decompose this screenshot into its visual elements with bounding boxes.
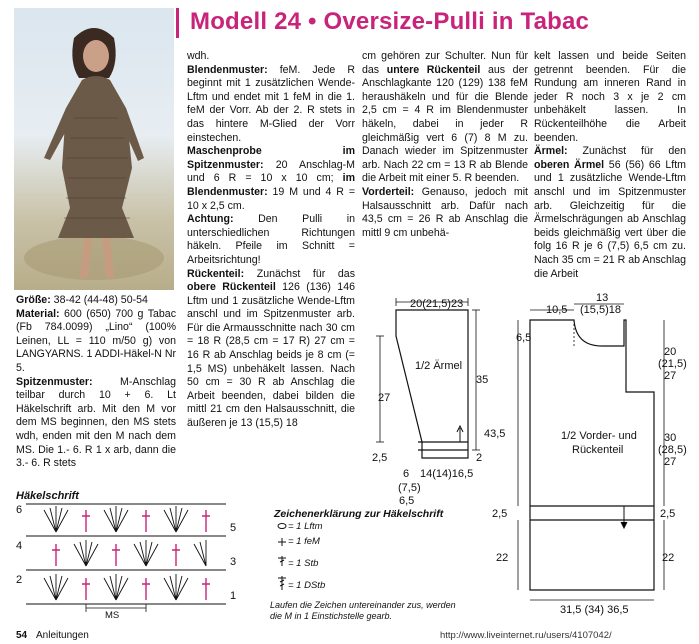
body-right-a3: 27 bbox=[664, 370, 677, 382]
double-crochet-symbol bbox=[278, 556, 286, 566]
chart-row-1: 1 bbox=[230, 590, 237, 602]
col3-text-1: cm gehören zur Schulter. Nun für das bbox=[362, 50, 528, 76]
achtung-text: Den Pulli in unterschiedlichen Richtungen häkeln. Pfeile im Schnitt = Arbeitsrichtung! bbox=[187, 213, 355, 266]
legend-item-dstb: = 1 DStb bbox=[288, 580, 326, 591]
spitzenmuster-label: Spitzenmuster: bbox=[16, 375, 93, 388]
vorderteil-label: Vorderteil: bbox=[362, 185, 415, 198]
rueckenteil-label: Rückenteil: bbox=[187, 267, 245, 280]
chart-row-4: 4 bbox=[16, 540, 23, 552]
body-top-mid-2: (15,5)18 bbox=[580, 304, 621, 316]
page-title: Modell 24 • Oversize-Pulli in Tabac bbox=[190, 8, 590, 35]
chain-stitch-symbol bbox=[278, 524, 286, 529]
chart-row-2: 2 bbox=[16, 574, 23, 586]
sleeve-bottom-b: 14(14)16,5 bbox=[420, 468, 474, 480]
chart-ms-label: MS bbox=[105, 610, 120, 621]
body-right-b2: (28,5) bbox=[658, 444, 687, 456]
single-crochet-symbol bbox=[278, 538, 286, 546]
body-left-total: 43,5 bbox=[484, 428, 506, 440]
treble-crochet-symbol bbox=[278, 576, 286, 590]
body-lower-right: 22 bbox=[662, 552, 675, 564]
chart-row-5: 5 bbox=[230, 522, 237, 534]
column-3 bbox=[362, 50, 528, 240]
col3-bold-1: untere Rückenteil bbox=[386, 63, 481, 76]
sleeve-side-a: (7,5) bbox=[398, 482, 421, 494]
aermel-text-2: 56 (56) 66 Lftm und 1 zusätzliche Wende-Lftm anschl und im Spitzenmuster arb. Gleichzeitig für die Ärmelschrägungen ab Anschlag beids gleichmäßig vert über die folg 16 R je 6 (7,5) 6,5 cm zu. Nach 35 cm = 21 R ab Anschlag die Arbeit bbox=[534, 158, 686, 280]
body-bottom-width: 31,5 (34) 36,5 bbox=[560, 604, 629, 616]
body-band-left: 2,5 bbox=[492, 508, 508, 520]
body-top-mid: 13 bbox=[596, 292, 609, 304]
body-lower-left: 22 bbox=[496, 552, 509, 564]
sleeve-label: 1/2 Ärmel bbox=[415, 360, 463, 372]
rueckenteil-bold: obere Rückenteil bbox=[187, 281, 276, 294]
legend-item-stb: = 1 Stb bbox=[288, 558, 319, 569]
aermel-label: Ärmel: bbox=[534, 145, 568, 158]
aermel-text-1: Zunächst für den bbox=[567, 145, 686, 158]
page-number: 54 bbox=[16, 630, 28, 641]
achtung-label: Achtung: bbox=[187, 213, 234, 226]
column-4 bbox=[534, 50, 686, 281]
col4-text-1: kelt lassen und beide Seiten getrennt beenden. Für die Rundung am inneren Rand in jeder R noch 3 x je 2 cm unbehäkelt lassen. In Rückenteilhöhe die Arbeit beenden. bbox=[534, 50, 686, 144]
body-right-b3: 27 bbox=[664, 456, 677, 468]
groesse-text: 38-42 (44-48) 50-54 bbox=[50, 294, 148, 306]
sleeve-side-b: 6,5 bbox=[399, 495, 415, 507]
body-right-a1: 20 bbox=[664, 346, 677, 358]
maschenprobe-text: 20 Anschlag-M und 6 R = 10 x 10 cm; bbox=[187, 158, 355, 185]
footer-section: Anleitungen bbox=[36, 630, 89, 641]
sleeve-left-height: 27 bbox=[378, 392, 391, 404]
body-band-right: 2,5 bbox=[660, 508, 676, 520]
sleeve-bottom-a: 6 bbox=[403, 468, 410, 480]
sleeve-band-right: 2 bbox=[476, 452, 483, 464]
model-photo bbox=[14, 8, 174, 290]
blenden-label: Blendenmuster: bbox=[187, 63, 268, 76]
blenden-text: feM. Jede R beginnt mit 1 zusätzlichen Wende-Lftm und endet mit 1 feM in die 1. feM der Vorr. Ab der 2. R stets in das hintere M-Glied der Vorr einstechen. bbox=[187, 63, 355, 144]
body-right-a2: (21,5) bbox=[658, 358, 687, 370]
col2-intro: wdh. bbox=[187, 50, 210, 62]
groesse-label: Größe: bbox=[16, 294, 51, 306]
sleeve-top-width: 20(21,5)23 bbox=[410, 298, 464, 310]
material-label: Material: bbox=[16, 307, 60, 320]
body-right-b1: 30 bbox=[664, 432, 677, 444]
footer-url[interactable]: http://www.liveinternet.ru/users/4107042/ bbox=[440, 630, 612, 641]
vorderteil-text: Genauso, jedoch mit Halsausschnitt arb. Dafür nach 43,5 cm = 26 R ab Anschlag die mittl 9 cm unbehä- bbox=[362, 185, 528, 239]
chart-row-3: 3 bbox=[230, 556, 237, 568]
rueckenteil-text-2: 126 (136) 146 Lftm und 1 zusätzliche Wende-Lftm anschl und im Spitzenmuster arb. Für die Armausschnitte nach 30 cm = 18 R (28,5 cm = 17 R) 27 cm = 16 R ab Anschlag beids je 8 cm (= 1,5 MS) unbehäkelt lassen. Nach 50 cm = 30 R ab Anschlag die Arbeit beenden, dabei bilden die mittl 21 cm den Halsausschnitt, die äußeren je 13 (15,5) 18 bbox=[187, 281, 355, 430]
legend-item-lftm: = 1 Lftm bbox=[288, 521, 323, 532]
column-1 bbox=[16, 294, 176, 471]
legend-item-fem: = 1 feM bbox=[288, 536, 320, 547]
sleeve-right-height: 35 bbox=[476, 374, 489, 386]
sleeve-band-height: 2,5 bbox=[372, 452, 388, 464]
chart-row-6: 6 bbox=[16, 504, 23, 516]
maschenprobe-text-2: 19 M und 4 R = 10 x 2,5 cm. bbox=[187, 185, 355, 212]
material-text: 600 (650) 700 g Tabac (Fb 784.0099) „Lino“ (100% Leinen, LL = 110 m/50 g) von LANGYARNS. 1 ADDI-Häkel-N Nr 5. bbox=[16, 307, 176, 374]
column-2 bbox=[187, 50, 355, 431]
rueckenteil-text-1: Zunächst für das bbox=[244, 267, 355, 280]
spitzenmuster-text: M-Anschlag teilbar durch 10 + 6. Lt Häkelschrift arb. Mit den M vor dem MS beginnen, den MS stets wdh, enden mit den M nach dem MS. Die 1.- 6. R 1 x arb, dann die 3.- 6. R stets bbox=[16, 375, 176, 470]
legend-title: Zeichenerklärung zur Häkelschrift bbox=[274, 508, 444, 520]
maschenprobe-label-2: im Blendenmuster: bbox=[187, 172, 355, 198]
col3-text-2: aus der Anschlagkante 120 (129) 138 feM heraushäkeln und für die Blende 2,5 cm = 4 R im Blendenmuster häkeln, dabei in jeder R gleichmäßig vert 6 (7) 8 M zu. Danach wieder im Spitzenmuster arb. Nach 22 cm = 13 R ab Blende die Arbeit mit einer 5. R beenden. bbox=[362, 63, 528, 185]
body-top-left: 10,5 bbox=[546, 304, 568, 316]
body-label-2: Rückenteil bbox=[572, 444, 624, 456]
model-illustration bbox=[14, 8, 174, 290]
chart-title: Häkelschrift bbox=[16, 490, 79, 502]
legend-note: Laufen die Zeichen untereinander zus, werden die M in 1 Einstichstelle gearb. bbox=[270, 600, 456, 621]
body-label-1: 1/2 Vorder- und bbox=[561, 430, 637, 442]
body-neck: 6,5 bbox=[516, 332, 532, 344]
maschenprobe-label: Maschenprobe im Spitzenmuster: bbox=[187, 145, 355, 171]
footer-page-number bbox=[16, 630, 27, 641]
aermel-bold: oberen Ärmel bbox=[534, 158, 605, 171]
crochet-chart bbox=[26, 500, 226, 612]
